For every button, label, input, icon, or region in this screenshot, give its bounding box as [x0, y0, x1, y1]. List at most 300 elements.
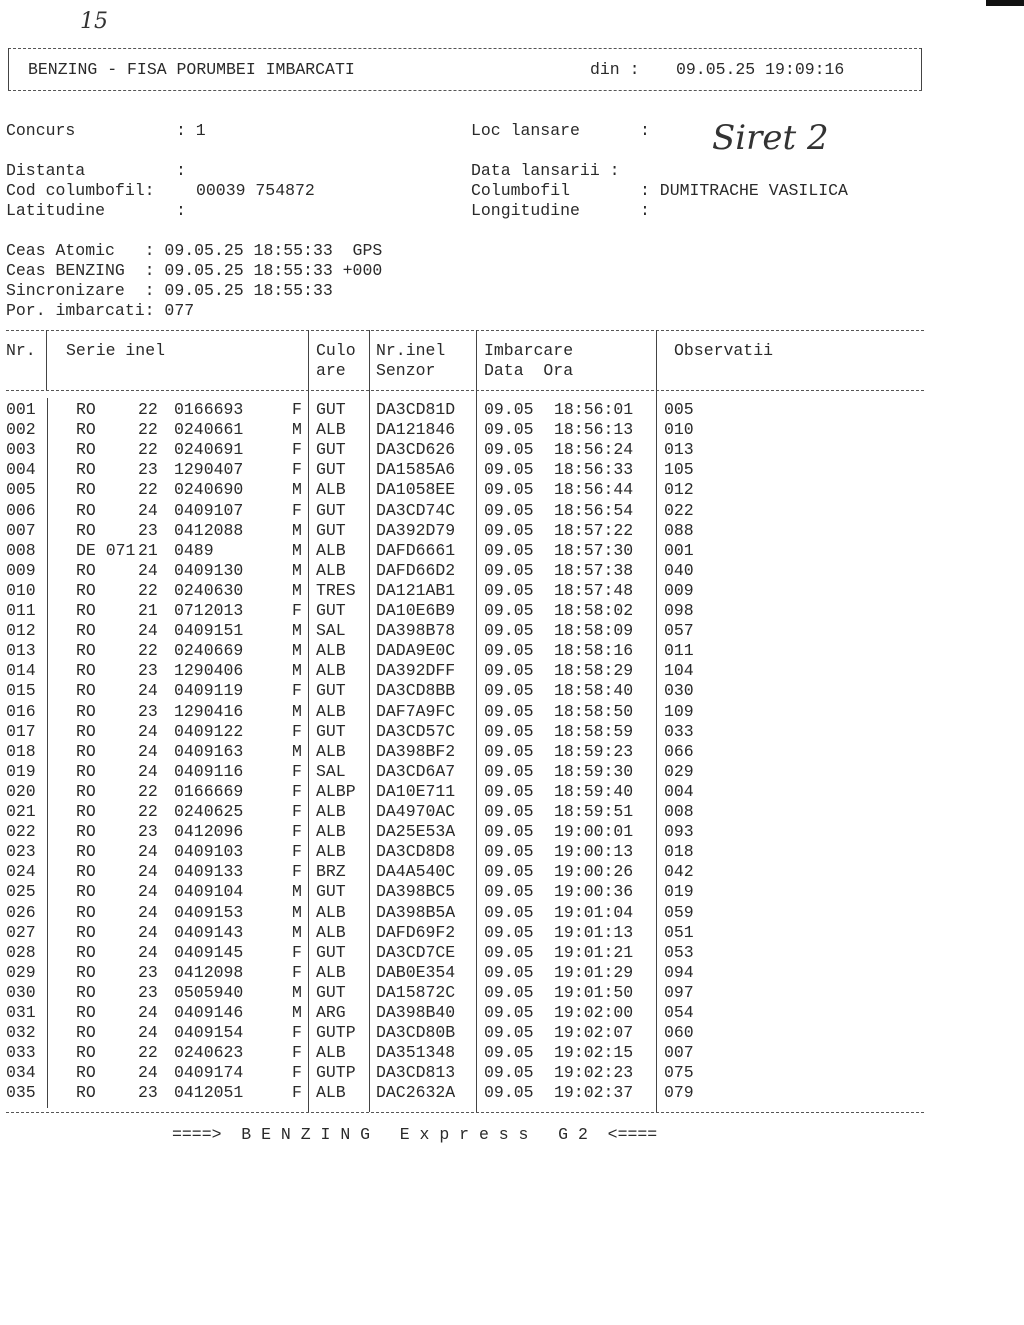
ring-year: 22 [138, 1043, 158, 1063]
ceas-benzing: Ceas BENZING : 09.05.25 18:55:33 +000 [6, 261, 383, 280]
color: GUTP [316, 1063, 356, 1083]
board-date: 09.05 [484, 781, 534, 801]
header-serie-inel: Serie inel [66, 341, 166, 360]
table-row [0, 923, 930, 943]
color: ALB [316, 641, 346, 661]
ring-year: 24 [138, 721, 158, 741]
board-date: 09.05 [484, 560, 534, 580]
board-date: 09.05 [484, 862, 534, 882]
country-code: RO [76, 922, 96, 942]
ring-year: 24 [138, 621, 158, 641]
row-number: 033 [6, 1043, 36, 1063]
board-time: 19:01:04 [554, 902, 634, 922]
sex: M [292, 420, 302, 440]
board-time: 19:01:50 [554, 982, 634, 1002]
longitudine-value: : [640, 201, 650, 220]
observation: 094 [664, 962, 694, 982]
row-number: 029 [6, 962, 36, 982]
board-time: 18:57:48 [554, 580, 634, 600]
observation: 079 [664, 1083, 694, 1103]
board-time: 19:01:13 [554, 922, 634, 942]
board-date: 09.05 [484, 1003, 534, 1022]
country-code: RO [76, 701, 96, 721]
ring-number: 0409154 [174, 1023, 244, 1043]
country-code: RO [76, 420, 96, 440]
row-number: 024 [6, 862, 36, 882]
sex: F [292, 1043, 302, 1063]
ring-number: 0409107 [174, 500, 244, 520]
loc-lansare-handwritten: Siret 2 [712, 118, 829, 158]
sensor-id: DAF7A9FC [376, 701, 456, 721]
ring-number: 0412051 [174, 1083, 244, 1103]
ring-year: 22 [138, 440, 158, 460]
ring-number: 0240669 [174, 641, 244, 661]
sensor-id: DADA9E0C [376, 641, 456, 661]
ring-year: 24 [138, 1003, 158, 1022]
sex: F [292, 862, 302, 882]
sensor-id: DA351348 [376, 1043, 456, 1063]
board-time: 19:00:01 [554, 822, 634, 842]
sensor-id: DA3CD57C [376, 721, 456, 741]
distanta-label: Distanta [6, 161, 86, 180]
sex: M [292, 902, 302, 922]
ring-year: 24 [138, 1023, 158, 1043]
board-time: 19:00:36 [554, 882, 634, 902]
sensor-id: DA3CD81D [376, 400, 456, 419]
distanta-value: : [176, 161, 186, 180]
board-date: 09.05 [484, 641, 534, 661]
ring-year: 23 [138, 962, 158, 982]
color: GUT [316, 721, 346, 741]
sensor-id: DA15872C [376, 982, 456, 1002]
ring-number: 0409104 [174, 882, 244, 902]
country-code: RO [76, 741, 96, 761]
country-code: RO [76, 500, 96, 520]
sex: M [292, 661, 302, 681]
country-code: RO [76, 781, 96, 801]
row-number: 006 [6, 500, 36, 520]
table-row [0, 1003, 930, 1023]
sensor-id: DA121AB1 [376, 580, 456, 600]
board-time: 18:58:59 [554, 721, 634, 741]
ring-number: 0166693 [174, 400, 244, 419]
country-code: RO [76, 1023, 96, 1043]
sex: F [292, 440, 302, 460]
board-date: 09.05 [484, 942, 534, 962]
board-time: 19:02:00 [554, 1003, 634, 1022]
row-number: 010 [6, 580, 36, 600]
row-number: 025 [6, 882, 36, 902]
header-nr: Nr. [6, 341, 36, 360]
sex: F [292, 1063, 302, 1083]
header-culoare-1: Culo [316, 341, 356, 360]
ring-year: 24 [138, 902, 158, 922]
color: ALB [316, 1043, 346, 1063]
board-time: 18:58:40 [554, 681, 634, 701]
sex: F [292, 500, 302, 520]
sensor-id: DA1058EE [376, 480, 456, 500]
sex: M [292, 701, 302, 721]
sensor-id: DA3CD80B [376, 1023, 456, 1043]
board-date: 09.05 [484, 540, 534, 560]
ring-number: 1290407 [174, 460, 244, 480]
table-row [0, 862, 930, 882]
board-time: 19:01:29 [554, 962, 634, 982]
board-time: 18:59:40 [554, 781, 634, 801]
board-time: 19:01:21 [554, 942, 634, 962]
table-row [0, 501, 930, 521]
board-time: 18:56:54 [554, 500, 634, 520]
ring-number: 0240690 [174, 480, 244, 500]
observation: 007 [664, 1043, 694, 1063]
row-number: 016 [6, 701, 36, 721]
board-time: 18:59:51 [554, 802, 634, 821]
observation: 008 [664, 802, 694, 821]
board-time: 19:02:15 [554, 1043, 634, 1063]
sex: M [292, 560, 302, 580]
sex: F [292, 962, 302, 982]
country-code: RO [76, 460, 96, 480]
color: GUT [316, 882, 346, 902]
din-value: 09.05.25 19:09:16 [676, 60, 845, 79]
board-date: 09.05 [484, 1023, 534, 1043]
board-time: 18:59:30 [554, 761, 634, 781]
color: GUTP [316, 1023, 356, 1043]
row-number: 034 [6, 1063, 36, 1083]
row-number: 007 [6, 520, 36, 540]
color: ALB [316, 842, 346, 862]
board-date: 09.05 [484, 882, 534, 902]
ring-year: 23 [138, 701, 158, 721]
board-date: 09.05 [484, 420, 534, 440]
sensor-id: DA398B5A [376, 902, 456, 922]
header-nr-inel-2: Senzor [376, 361, 436, 380]
country-code: RO [76, 942, 96, 962]
sensor-id: DAB0E354 [376, 962, 456, 982]
country-code: RO [76, 480, 96, 500]
sensor-id: DA3CD8D8 [376, 842, 456, 862]
board-time: 18:56:24 [554, 440, 634, 460]
table-row [0, 1043, 930, 1063]
observation: 098 [664, 601, 694, 620]
row-number: 005 [6, 480, 36, 500]
table-row [0, 621, 930, 641]
color: GUT [316, 601, 346, 620]
table-row [0, 702, 930, 722]
row-number: 011 [6, 601, 36, 620]
ring-year: 21 [138, 540, 158, 560]
board-time: 18:58:50 [554, 701, 634, 721]
ring-number: 0409153 [174, 902, 244, 922]
row-number: 014 [6, 661, 36, 681]
color: ALB [316, 661, 346, 681]
ring-number: 0240691 [174, 440, 244, 460]
table-row [0, 460, 930, 480]
ring-number: 0505940 [174, 982, 244, 1002]
board-date: 09.05 [484, 460, 534, 480]
sensor-id: DA3CD6A7 [376, 761, 456, 781]
header-imbarcare-2: Data Ora [484, 361, 574, 380]
board-date: 09.05 [484, 1063, 534, 1083]
country-code: RO [76, 962, 96, 982]
observation: 022 [664, 500, 694, 520]
observation: 009 [664, 580, 694, 600]
ring-number: 1290416 [174, 701, 244, 721]
ring-number: 1290406 [174, 661, 244, 681]
table-row [0, 480, 930, 500]
ring-year: 24 [138, 500, 158, 520]
color: ALB [316, 480, 346, 500]
table-row [0, 882, 930, 902]
observation: 030 [664, 681, 694, 701]
color: SAL [316, 761, 346, 781]
observation: 109 [664, 701, 694, 721]
color: ALB [316, 420, 346, 440]
sex: M [292, 580, 302, 600]
sex: M [292, 982, 302, 1002]
board-time: 18:58:02 [554, 601, 634, 620]
observation: 066 [664, 741, 694, 761]
observation: 075 [664, 1063, 694, 1083]
color: GUT [316, 681, 346, 701]
country-code: RO [76, 681, 96, 701]
board-date: 09.05 [484, 1043, 534, 1063]
ring-year: 24 [138, 1063, 158, 1083]
sensor-id: DA3CD74C [376, 500, 456, 520]
ceas-atomic: Ceas Atomic : 09.05.25 18:55:33 GPS [6, 241, 383, 260]
ring-year: 24 [138, 741, 158, 761]
table-row [0, 963, 930, 983]
cod-columbofil-label: Cod columbofil: [6, 181, 155, 200]
ring-year: 22 [138, 400, 158, 419]
color: GUT [316, 520, 346, 540]
row-number: 031 [6, 1003, 36, 1022]
board-date: 09.05 [484, 601, 534, 620]
sensor-id: DA3CD8BB [376, 681, 456, 701]
board-time: 19:00:26 [554, 862, 634, 882]
ring-number: 0409116 [174, 761, 244, 781]
table-row [0, 400, 930, 420]
row-number: 015 [6, 681, 36, 701]
table-bottom-rule [6, 1112, 924, 1113]
color: ARG [316, 1003, 346, 1022]
board-date: 09.05 [484, 621, 534, 641]
color: GUT [316, 400, 346, 419]
ring-year: 24 [138, 842, 158, 862]
ring-number: 0489 [174, 540, 214, 560]
color: ALB [316, 962, 346, 982]
table-row [0, 521, 930, 541]
ring-year: 22 [138, 802, 158, 821]
ring-year: 24 [138, 560, 158, 580]
table-row [0, 1063, 930, 1083]
sex: M [292, 621, 302, 641]
board-time: 19:00:13 [554, 842, 634, 862]
footer-banner: ====> B E N Z I N G E x p r e s s G 2 <==== [172, 1125, 658, 1144]
sensor-id: DA392DFF [376, 661, 456, 681]
header-imbarcare-1: Imbarcare [484, 341, 574, 360]
country-code: RO [76, 902, 96, 922]
observation: 104 [664, 661, 694, 681]
sex: F [292, 460, 302, 480]
ring-number: 0409143 [174, 922, 244, 942]
sensor-id: DAFD66D2 [376, 560, 456, 580]
ring-year: 23 [138, 661, 158, 681]
board-time: 18:56:33 [554, 460, 634, 480]
board-date: 09.05 [484, 480, 534, 500]
observation: 054 [664, 1003, 694, 1022]
row-number: 020 [6, 781, 36, 801]
board-date: 09.05 [484, 580, 534, 600]
sensor-id: DAC2632A [376, 1083, 456, 1103]
color: GUT [316, 982, 346, 1002]
color: BRZ [316, 862, 346, 882]
board-time: 19:02:37 [554, 1083, 634, 1103]
color: ALB [316, 822, 346, 842]
table-row [0, 681, 930, 701]
ring-number: 0166669 [174, 781, 244, 801]
table-row [0, 903, 930, 923]
sex: F [292, 761, 302, 781]
country-code: RO [76, 601, 96, 620]
observation: 105 [664, 460, 694, 480]
country-code: RO [76, 621, 96, 641]
table-row [0, 1083, 930, 1103]
observation: 001 [664, 540, 694, 560]
sensor-id: DA25E53A [376, 822, 456, 842]
sex: F [292, 842, 302, 862]
observation: 004 [664, 781, 694, 801]
observation: 019 [664, 882, 694, 902]
columbofil-label: Columbofil [471, 181, 571, 200]
country-code: RO [76, 1083, 96, 1103]
sex: F [292, 822, 302, 842]
observation: 042 [664, 862, 694, 882]
row-number: 004 [6, 460, 36, 480]
sensor-id: DA4970AC [376, 802, 456, 821]
country-code: RO [76, 761, 96, 781]
color: ALB [316, 741, 346, 761]
country-code: RO [76, 982, 96, 1002]
row-number: 017 [6, 721, 36, 741]
board-date: 09.05 [484, 400, 534, 419]
sex: F [292, 781, 302, 801]
board-time: 18:58:16 [554, 641, 634, 661]
table-row [0, 943, 930, 963]
report-title: BENZING - FISA PORUMBEI IMBARCATI [28, 60, 355, 79]
sensor-id: DA398BF2 [376, 741, 456, 761]
color: GUT [316, 942, 346, 962]
observation: 011 [664, 641, 694, 661]
sincronizare: Sincronizare : 09.05.25 18:55:33 [6, 281, 333, 300]
country-code: RO [76, 842, 96, 862]
loc-lansare-colon: : [640, 121, 650, 140]
row-number: 001 [6, 400, 36, 419]
concurs-value: : 1 [176, 121, 206, 140]
ring-year: 22 [138, 480, 158, 500]
color: GUT [316, 440, 346, 460]
header-culoare-2: are [316, 361, 346, 380]
table-row [0, 581, 930, 601]
country-code: DE 071 [76, 540, 136, 560]
ring-year: 23 [138, 520, 158, 540]
sex: M [292, 641, 302, 661]
table-row [0, 1023, 930, 1043]
ring-year: 24 [138, 862, 158, 882]
sex: F [292, 681, 302, 701]
ring-year: 22 [138, 641, 158, 661]
sex: F [292, 400, 302, 419]
row-number: 021 [6, 802, 36, 821]
row-number: 002 [6, 420, 36, 440]
row-number: 030 [6, 982, 36, 1002]
sex: M [292, 540, 302, 560]
ring-number: 0409163 [174, 741, 244, 761]
board-date: 09.05 [484, 842, 534, 862]
row-number: 009 [6, 560, 36, 580]
board-date: 09.05 [484, 721, 534, 741]
row-number: 027 [6, 922, 36, 942]
country-code: RO [76, 641, 96, 661]
ring-number: 0409174 [174, 1063, 244, 1083]
sex: F [292, 721, 302, 741]
sensor-id: DA398B78 [376, 621, 456, 641]
din-label: din : [590, 60, 640, 79]
ring-year: 24 [138, 942, 158, 962]
sensor-id: DA10E6B9 [376, 601, 456, 620]
country-code: RO [76, 721, 96, 741]
sex: M [292, 882, 302, 902]
ring-number: 0409119 [174, 681, 244, 701]
sex: M [292, 1003, 302, 1022]
color: SAL [316, 621, 346, 641]
board-date: 09.05 [484, 440, 534, 460]
ring-year: 24 [138, 882, 158, 902]
ring-number: 0240625 [174, 802, 244, 821]
row-number: 008 [6, 540, 36, 560]
sensor-id: DA3CD813 [376, 1063, 456, 1083]
row-number: 018 [6, 741, 36, 761]
ring-year: 24 [138, 761, 158, 781]
observation: 057 [664, 621, 694, 641]
observation: 040 [664, 560, 694, 580]
country-code: RO [76, 862, 96, 882]
cod-columbofil-value: 00039 754872 [196, 181, 315, 200]
ring-number: 0409122 [174, 721, 244, 741]
ring-number: 0412098 [174, 962, 244, 982]
row-number: 013 [6, 641, 36, 661]
sensor-id: DA4A540C [376, 862, 456, 882]
ring-number: 0409146 [174, 1003, 244, 1022]
observation: 010 [664, 420, 694, 440]
board-date: 09.05 [484, 681, 534, 701]
row-number: 035 [6, 1083, 36, 1103]
country-code: RO [76, 560, 96, 580]
board-date: 09.05 [484, 802, 534, 821]
board-time: 18:56:13 [554, 420, 634, 440]
ring-number: 0409145 [174, 942, 244, 962]
board-time: 19:02:23 [554, 1063, 634, 1083]
data-lansarii-label: Data lansarii : [471, 161, 620, 180]
country-code: RO [76, 1003, 96, 1022]
sex: M [292, 520, 302, 540]
country-code: RO [76, 1043, 96, 1063]
ring-year: 22 [138, 781, 158, 801]
latitudine-label: Latitudine [6, 201, 106, 220]
table-row [0, 440, 930, 460]
board-date: 09.05 [484, 500, 534, 520]
row-number: 023 [6, 842, 36, 862]
